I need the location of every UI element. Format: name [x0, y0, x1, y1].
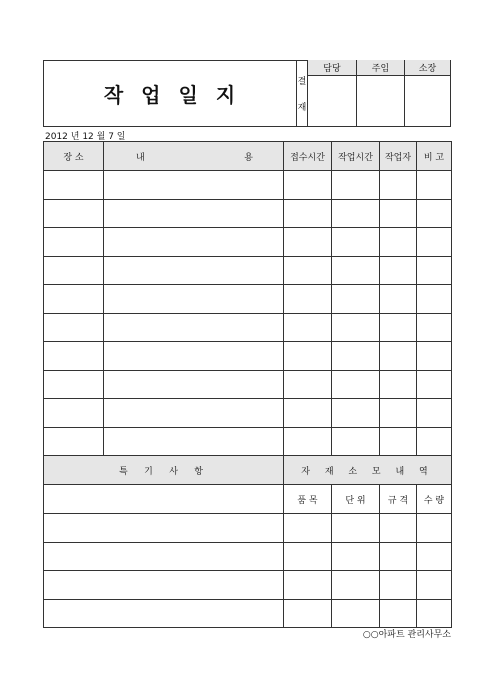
col-quantity: 수 량 — [417, 485, 452, 514]
materials-subheader-row — [44, 485, 452, 514]
approval-label-top: 결 — [297, 76, 307, 87]
table-row — [44, 199, 452, 228]
table-row — [44, 313, 452, 342]
materials-used-header: 자 재 소 모 내 역 — [284, 456, 452, 485]
approval-label-bottom: 재 — [297, 103, 307, 114]
section-header-row — [44, 456, 452, 485]
col-item: 품 목 — [284, 485, 332, 514]
table-header-row — [44, 142, 452, 171]
table-row — [44, 228, 452, 257]
approver-director: 소장 — [404, 60, 450, 76]
table-row — [44, 342, 452, 371]
col-unit: 단 위 — [332, 485, 380, 514]
table-row — [44, 256, 452, 285]
table-row — [44, 285, 452, 314]
table-row — [44, 514, 452, 543]
table-row — [44, 571, 452, 600]
table-row — [44, 427, 452, 456]
approval-label — [296, 60, 308, 127]
col-place: 장 소 — [44, 142, 104, 171]
page-title: 작업일지 — [103, 83, 254, 107]
work-log-table — [43, 141, 452, 628]
table-row — [44, 599, 452, 628]
col-spec: 규 격 — [380, 485, 417, 514]
special-notes-header: 특 기 사 항 — [44, 456, 284, 485]
footer-office: ○○아파트 관리사무소 — [362, 630, 451, 640]
table-row — [44, 171, 452, 200]
approver-manager: 담당 — [308, 60, 356, 76]
table-row — [44, 542, 452, 571]
date-text: 2012 년 12 월 7 일 — [45, 132, 126, 142]
col-content: 내 용 — [104, 142, 284, 171]
special-notes-cell[interactable] — [44, 485, 284, 514]
col-remarks: 비 고 — [417, 142, 452, 171]
col-worker: 작업자 — [380, 142, 417, 171]
table-row — [44, 370, 452, 399]
col-work-time: 작업시간 — [332, 142, 380, 171]
table-row — [44, 399, 452, 428]
col-received-time: 접수시간 — [284, 142, 332, 171]
approver-chief: 주임 — [356, 60, 404, 76]
